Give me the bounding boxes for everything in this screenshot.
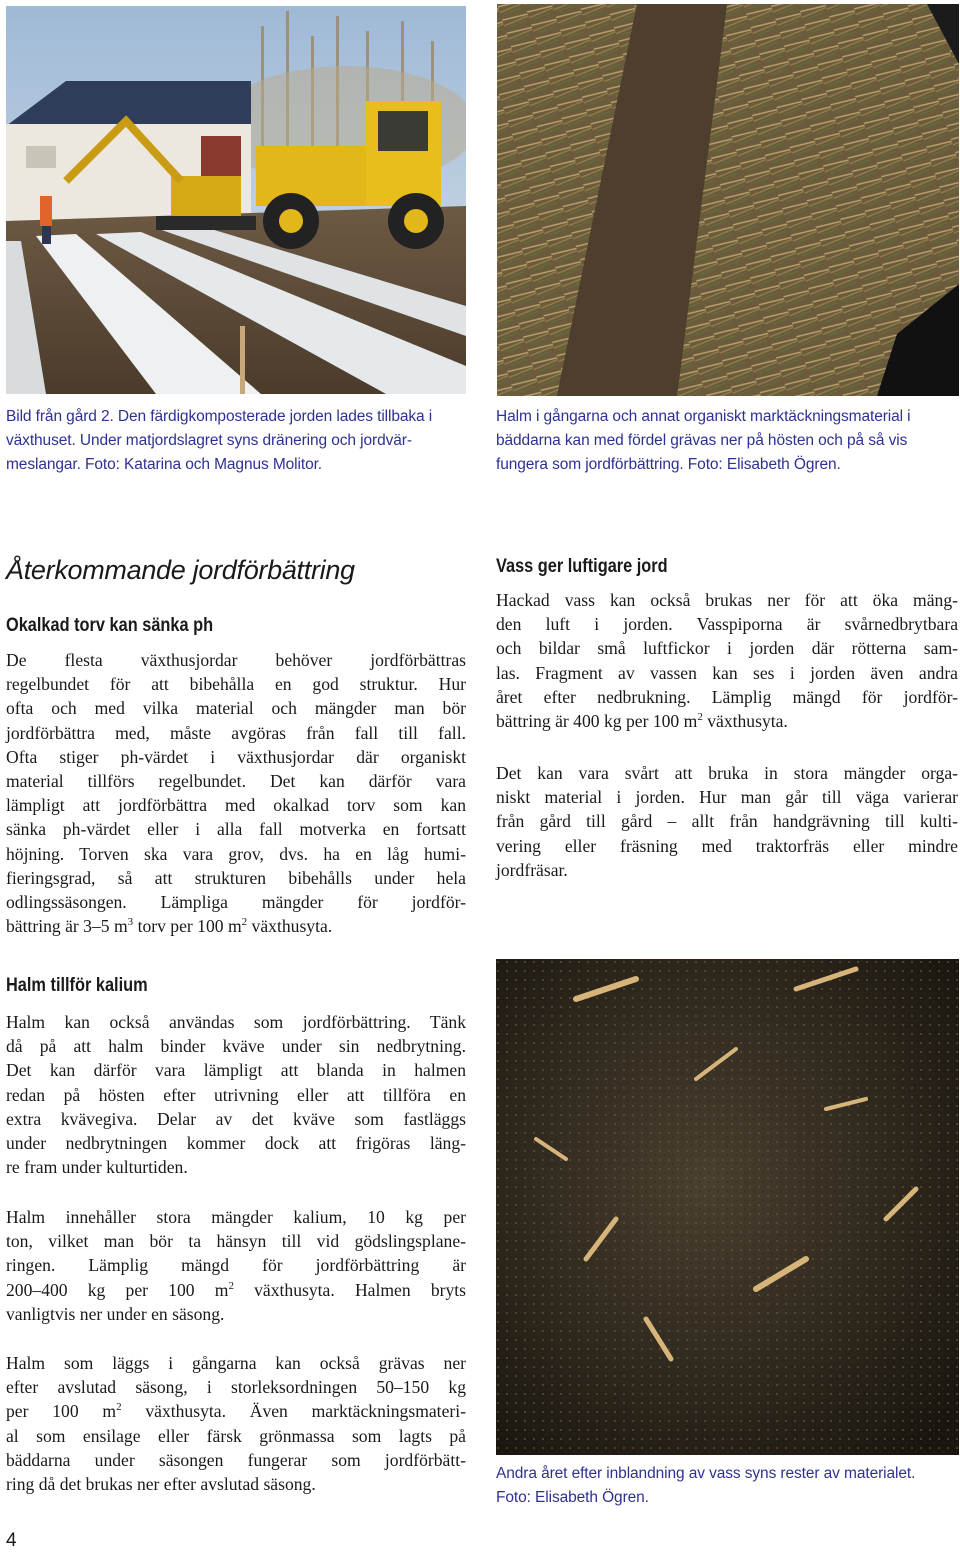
photo-caption-2 — [496, 405, 960, 477]
text-line: fieringsgrad, så att strukturen bibehålls under hela — [6, 867, 466, 888]
text-fragment: 200–400 kg per 100 m — [6, 1279, 229, 1300]
text-line: redan på hösten efter utrivning eller att tillföra en — [6, 1084, 466, 1105]
text-fragment: bättring är 3–5 m — [6, 916, 128, 937]
text-line: niskt material i jorden. Hur man går till väga varierar — [496, 787, 958, 808]
section-text-halm-3 — [6, 1351, 466, 1496]
excavator-photo — [6, 6, 466, 394]
text-line: vering eller fräsning med traktorfräs eller mindre — [496, 835, 958, 856]
text-fragment: bättring är 400 kg per 100 m — [496, 711, 698, 732]
text-line: efter avslutad säsong, i storleksordningen 50–150 kg — [6, 1377, 466, 1398]
text-line: Halm som läggs i gångarna kan också grävas ner — [6, 1353, 466, 1373]
text-line: då på att halm binder kväve under sin nedbrytning. — [6, 1036, 466, 1057]
section-text-torv — [6, 648, 466, 938]
text-fragment: växthusyta. — [247, 916, 333, 937]
section-heading-vass: Vass ger luftigare jord — [496, 556, 668, 577]
text-line — [6, 1278, 466, 1302]
text-fragment: torv per 100 m — [133, 916, 242, 937]
text-fragment: växthusyta. — [702, 711, 788, 732]
text-line: odlingssäsongen. Lämpliga mängder för jordför- — [6, 892, 466, 913]
text-line: året efter nedbrukning. Lämplig mängd för jordför- — [496, 686, 958, 707]
straw-soil-photo — [497, 4, 959, 396]
superscript: 2 — [241, 916, 248, 929]
text-line: ton, vilket man bör ta hänsyn till vid gödslingsplane- — [6, 1231, 466, 1252]
text-fragment: per 100 m — [6, 1401, 117, 1422]
text-line: Halm innehåller stora mängder kalium, 10 kg per — [6, 1207, 466, 1227]
text-line: Halm kan också användas som jordförbättring. Tänk — [6, 1012, 466, 1032]
section-heading-torv: Okalkad torv kan sänka ph — [6, 615, 214, 636]
text-line: Ofta stiger ph-värdet i växthusjordar där organiskt — [6, 746, 466, 767]
text-line: re fram under kulturtiden. — [6, 1157, 188, 1178]
text-line — [6, 1399, 466, 1423]
caption-line: meslangar. Foto: Katarina och Magnus Molitor. — [6, 456, 322, 473]
section-text-halm-2 — [6, 1205, 466, 1326]
text-line: jordfräsar. — [496, 859, 568, 880]
text-line: material tillförs regelbundet. Det kan därför vara — [6, 771, 466, 792]
caption-line: Foto: Elisabeth Ögren. — [496, 1489, 649, 1506]
text-line: regelbundet för att bibehålla en god struktur. Hur — [6, 674, 466, 695]
excavator-photo-graphic — [6, 6, 466, 394]
text-line: den luft i jorden. Vasspiporna är svårnedbrytbara — [496, 614, 958, 635]
superscript: 2 — [116, 1401, 122, 1414]
text-fragment: växthusyta. Halmen bryts — [233, 1279, 467, 1300]
text-line: jordförbättra med, måste avgöras från fall till fall. — [6, 722, 466, 743]
page-number: 4 — [6, 1530, 17, 1551]
text-line: ofta och med vilka material och mängder man bör — [6, 698, 466, 719]
text-line: bäddarna under säsongen fungerar som jordförbätt- — [6, 1449, 466, 1470]
section-heading-halm: Halm tillför kalium — [6, 975, 148, 996]
caption-line: fungera som jordförbättring. Foto: Elisabeth Ögren. — [496, 456, 841, 473]
text-line: ring då det brukas ner efter avslutad säsong. — [6, 1474, 316, 1495]
text-line: Hackad vass kan också brukas ner för att öka mäng- — [496, 590, 958, 610]
superscript: 3 — [127, 916, 134, 929]
text-line: sänka ph-värdet eller i alla fall motverka en fortsatt — [6, 819, 466, 840]
text-line: Det kan vara svårt att bruka in stora mängder orga- — [496, 763, 958, 783]
photo-caption-3 — [496, 1462, 960, 1510]
text-line: lämpligt att jordförbättra med okalkad torv som kan — [6, 795, 466, 816]
text-line: från gård till gård – allt från handgrävning till kulti- — [496, 811, 958, 832]
text-line: vanligtvis ner under en säsong. — [6, 1303, 225, 1324]
text-line: Det kan därför vara lämpligt att blanda in halmen — [6, 1060, 466, 1081]
text-line: las. Fragment av vassen kan ses i jorden även andra — [496, 662, 958, 683]
superscript: 2 — [228, 1279, 234, 1292]
text-line: under nedbrytningen kommer dock att frigöras läng- — [6, 1133, 466, 1154]
caption-line: bäddarna kan med fördel grävas ner på hösten och på så vis — [496, 432, 908, 449]
reed-soil-photo-graphic — [496, 959, 959, 1455]
photo-caption-1 — [6, 405, 468, 477]
text-line: extra kvävegiva. Delar av det kväve som fastläggs — [6, 1108, 466, 1129]
caption-line: Halm i gångarna och annat organiskt marktäckningsmaterial i — [496, 408, 911, 425]
caption-line: växthuset. Under matjordslagret syns dränering och jordvär- — [6, 432, 412, 449]
caption-line: Bild från gård 2. Den färdigkomposterade jorden lades tillbaka i — [6, 408, 433, 425]
text-line — [496, 709, 958, 733]
straw-soil-photo-graphic — [497, 4, 959, 396]
text-line: al som ensilage eller färsk grönmassa som lagts på — [6, 1425, 466, 1446]
caption-line: Andra året efter inblandning av vass syns rester av materialet. — [496, 1465, 916, 1482]
page-title: Återkommande jordförbättring — [6, 555, 355, 585]
section-text-vass-2 — [496, 761, 958, 882]
text-line: ringen. Lämplig mängd för jordförbättring är — [6, 1255, 466, 1276]
text-line: höjning. Torven ska vara grov, dvs. ha en låg humi- — [6, 843, 466, 864]
text-fragment: växthusyta. Även marktäckningsmateri- — [121, 1401, 466, 1422]
section-text-vass-1 — [496, 588, 958, 733]
text-line — [6, 914, 466, 938]
text-line: De flesta växthusjordar behöver jordförbättras — [6, 650, 466, 670]
superscript: 2 — [697, 711, 703, 724]
text-line: och bildar små luftfickor i jorden där rötterna sam- — [496, 638, 958, 659]
reed-soil-photo — [496, 959, 959, 1455]
section-text-halm-1 — [6, 1010, 466, 1179]
